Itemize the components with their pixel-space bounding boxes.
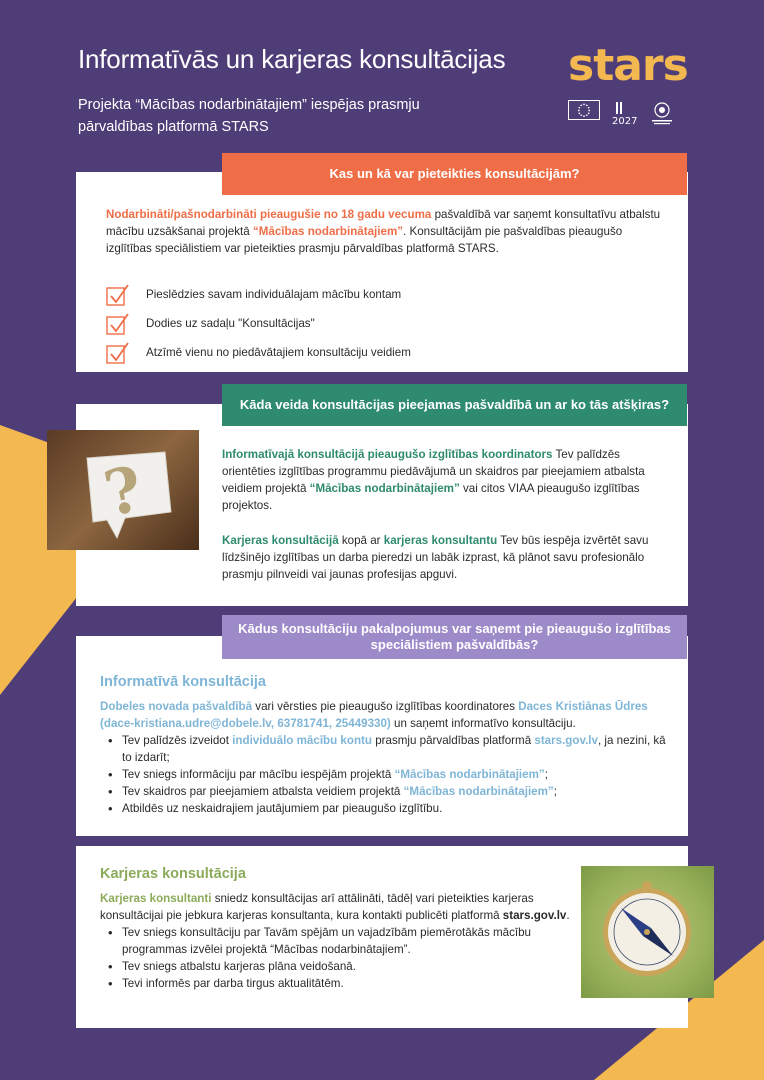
intro-part2: . Konsultācijām pie pašvaldības pieaugušo izglītības speciālistiem var pieteikties prasmju pārvaldības platformā STARS. [106,225,623,255]
stars-link[interactable]: stars.gov.lv [534,734,598,747]
step-item [106,338,411,367]
informative-consultation-text [222,446,662,514]
banner-services: Kādus konsultāciju pakalpojumus var saņemt pie pieaugušo izglītības speciālistiem pašvaldībās? [222,615,687,659]
p2-mid: kopā ar [338,534,384,547]
check-icon [106,312,130,336]
step-label: Pieslēdzies savam individuālajam mācību kontam [146,288,402,301]
partner-logos [568,100,698,132]
coordinator-highlight: Informatīvajā konsultācijā pieaugušo izglītības koordinators [222,448,553,461]
banner-consultation-types: Kāda veida konsultācijas pieejamas pašvaldībā un ar ko tās atšķiras? [222,384,687,426]
coordinator-contact-highlight[interactable]: Daces Kristiānas Ūdres (dace-kristiana.udre@dobele.lv, 63781741, 25449330) [100,700,648,730]
lead-part2: un saņemt informatīvo konsultāciju. [390,717,576,730]
step-item [106,309,411,338]
check-icon [106,283,130,307]
list-item: • Atbildēs uz neskaidrajiem jautājumiem par pieaugušo izglītību. [122,800,670,817]
b2-part1: Tev sniegs informāciju par mācību iespējām projektā [122,768,395,781]
section-who-can-apply [76,172,688,372]
p1-part2: vai citos VIAA pieaugušo izglītības projektos. [222,482,640,512]
page-title: Informatīvās un karjeras konsultācijas [78,44,506,74]
list-item: • Tevi informēs par darba tirgus aktualitātēm. [122,975,570,992]
project-name-highlight: “Mācības nodarbinātajiem” [252,225,404,238]
list-item [122,783,670,800]
compass-image [581,866,714,998]
career-consultation-body [100,890,570,992]
b2-part2: ; [544,768,548,781]
question-mark-image [47,430,199,550]
career-consultant-highlight: karjeras konsultantu [383,534,498,547]
list-item: • Tev sniegs atbalstu karjeras plāna veidošanā. [122,958,570,975]
career-consultants-highlight: Karjeras konsultanti [100,892,212,905]
step-label: Dodies uz sadaļu "Konsultācijas" [146,317,315,330]
lead-end: . [566,909,570,922]
2027-logo [610,100,638,128]
p1-part1: Tev palīdzēs orientēties izglītības programmu piedāvājumā un skaidros par pieejamiem atbalsta veidiem projektā [222,448,645,495]
list-item [122,766,670,783]
intro-part1: pašvaldībā var saņemt konsultatīvu atbalstu mācību uzsākšanai projektā [106,208,661,238]
career-services-list [100,924,570,992]
informative-services-list [100,732,670,817]
b1-part1: Tev palīdzēs izveidot [122,734,233,747]
b3-part1: Tev skaidros par pieejamiem atbalsta veidiem projektā [122,785,404,798]
check-icon [106,341,130,365]
target-group-highlight: Nodarbināti/pašnodarbināti pieaugušie no 18 gadu vecuma [106,208,432,221]
project-name-highlight: “Mācības nodarbinātajiem” [309,482,460,495]
eu-flag-logo [568,100,600,120]
project-name-highlight: “Mācības nodarbinātajiem” [403,785,554,798]
lead-part1: vari vērsties pie pieaugušo izglītības koordinatores [252,700,519,713]
coordinator-contact-text [100,698,670,732]
municipality-highlight: Dobeles novada pašvaldībā [100,700,253,713]
step-item [106,280,411,309]
banner-who-can-apply: Kas un kā var pieteikties konsultācijām? [222,153,687,195]
b3-part2: ; [553,785,557,798]
informative-consultation-heading: Informatīvā konsultācija [100,674,266,690]
section-informative-consultation [76,636,688,836]
b1-part2: prasmju pārvaldības platformā [371,734,535,747]
p2-part: Tev būs iespēja izvērtēt savu līdzšinējo izglītības un darba pieredzi un labāk izprast, kā plānot savu profesionālo prasmju pilnveidi vai jaunas profesijas apguvi. [222,534,649,581]
intro-text [106,206,666,257]
lead-part: sniedz konsultācijas arī attālināti, tādēļ vari pieteikties karjeras konsultācijai pie jebkura karjeras konsultanta, kura kontakti publicēti platformā [100,892,534,922]
list-item [122,732,670,766]
list-item: • Tev sniegs konsultāciju par Tavām spējām un vajadzībām piemērotākās mācību programmas izvēlei projektā “Mācības nodarbinātajiem”. [122,924,570,958]
informative-consultation-body [100,698,670,817]
stars-logo: stars [568,40,688,91]
career-consultation-text [222,532,662,583]
project-name-highlight: “Mācības nodarbinātajiem” [394,768,545,781]
step-label: Atzīmē vienu no piedāvātajiem konsultāciju veidiem [146,346,411,359]
b1-part3: , ja nezini, kā to izdarīt; [122,734,666,764]
stars-link[interactable]: stars.gov.lv [502,909,567,922]
page-subtitle: Projekta “Mācības nodarbinātajiem” iespējas prasmju pārvaldības platformā STARS [78,97,420,135]
steps-list [106,280,411,367]
career-consultation-heading: Karjeras konsultācija [100,866,246,882]
svg-text:2027: 2027 [612,116,638,127]
viaa-logo [648,100,676,128]
svg-text:?: ? [97,451,149,531]
career-consultants-text [100,890,570,924]
individual-account-highlight: individuālo mācību kontu [232,734,372,747]
career-consultation-highlight: Karjeras konsultācijā [222,534,339,547]
